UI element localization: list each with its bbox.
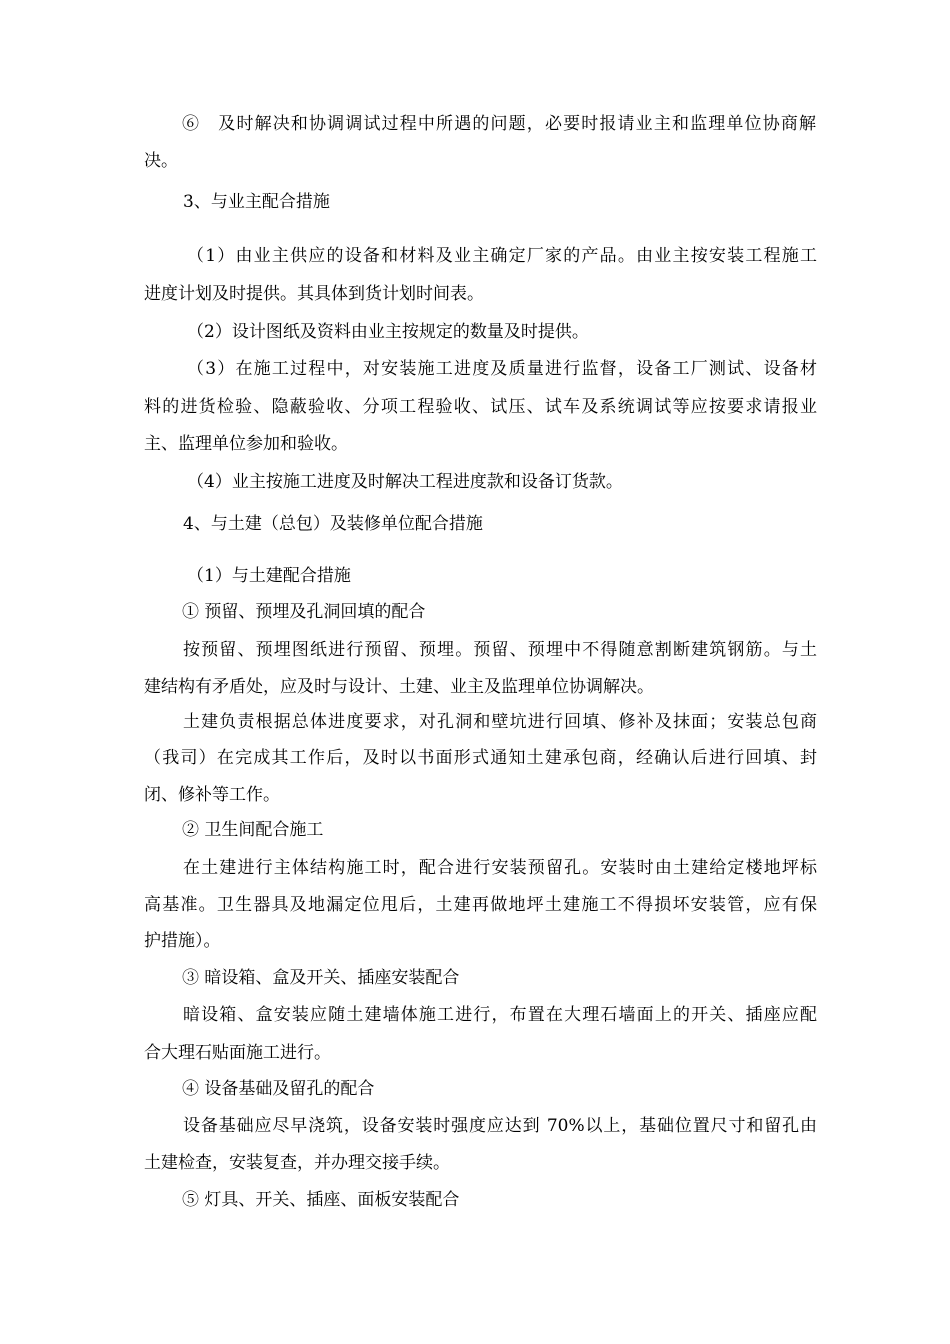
item-1-para-1-line-1: 按预留、预埋图纸进行预留、预埋。预留、预埋中不得随意割断建筑钢筋。与土 xyxy=(183,640,817,660)
para-3-4: （4）业主按施工进度及时解决工程进度款和设备订货款。 xyxy=(187,472,623,492)
item-6-line-1: ⑥ 及时解决和协调调试过程中所遇的问题，必要时报请业主和监理单位协商解 xyxy=(182,114,816,134)
item-4-para-line-1: 设备基础应尽早浇筑，设备安装时强度应达到 70%以上，基础位置尺寸和留孔由 xyxy=(183,1116,817,1136)
para-3-3-line-3: 主、监理单位参加和验收。 xyxy=(144,434,348,454)
item-1-para-1-line-2: 建结构有矛盾处，应及时与设计、土建、业主及监理单位协调解决。 xyxy=(144,677,654,697)
item-1-para-2-line-3: 闭、修补等工作。 xyxy=(144,785,280,805)
item-2-para-line-3: 护措施）。 xyxy=(144,931,221,951)
item-1-para-2-line-2: （我司）在完成其工作后，及时以书面形式通知土建承包商，经确认后进行回填、封 xyxy=(144,748,817,768)
item-2-para-line-2: 高基准。卫生器具及地漏定位甩后，土建再做地坪土建施工不得损坏安装管，应有保 xyxy=(144,895,817,915)
item-1-heading: ① 预留、预埋及孔洞回填的配合 xyxy=(182,602,426,622)
subsection-4-1-heading: （1）与土建配合措施 xyxy=(187,566,351,586)
item-3-heading: ③ 暗设箱、盒及开关、插座安装配合 xyxy=(182,968,460,988)
item-2-para-line-1: 在土建进行主体结构施工时，配合进行安装预留孔。安装时由土建给定楼地坪标 xyxy=(183,858,817,878)
item-4-para-line-2: 土建检查，安装复查，并办理交接手续。 xyxy=(144,1153,450,1173)
section-4-heading: 4、与土建（总包）及装修单位配合措施 xyxy=(183,514,483,534)
item-6-line-2: 决。 xyxy=(144,151,178,171)
item-1-para-2-line-1: 土建负责根据总体进度要求，对孔洞和壁坑进行回填、修补及抹面；安装总包商 xyxy=(183,712,817,732)
item-3-para-line-2: 合大理石贴面施工进行。 xyxy=(144,1043,331,1063)
item-4-heading: ④ 设备基础及留孔的配合 xyxy=(182,1079,375,1099)
item-2-heading: ② 卫生间配合施工 xyxy=(182,820,324,840)
item-5-heading: ⑤ 灯具、开关、插座、面板安装配合 xyxy=(182,1190,460,1210)
para-3-3-line-2: 料的进货检验、隐蔽验收、分项工程验收、试压、试车及系统调试等应按要求请报业 xyxy=(144,397,817,417)
item-3-para-line-1: 暗设箱、盒安装应随土建墙体施工进行，布置在大理石墙面上的开关、插座应配 xyxy=(183,1005,817,1025)
section-3-heading: 3、与业主配合措施 xyxy=(183,192,330,212)
para-3-2: （2）设计图纸及资料由业主按规定的数量及时提供。 xyxy=(187,322,589,342)
para-3-1-line-1: （1）由业主供应的设备和材料及业主确定厂家的产品。由业主按安装工程施工 xyxy=(187,246,817,266)
para-3-3-line-1: （3）在施工过程中，对安装施工进度及质量进行监督，设备工厂测试、设备材 xyxy=(187,359,817,379)
para-3-1-line-2: 进度计划及时提供。其具体到货计划时间表。 xyxy=(144,284,484,304)
